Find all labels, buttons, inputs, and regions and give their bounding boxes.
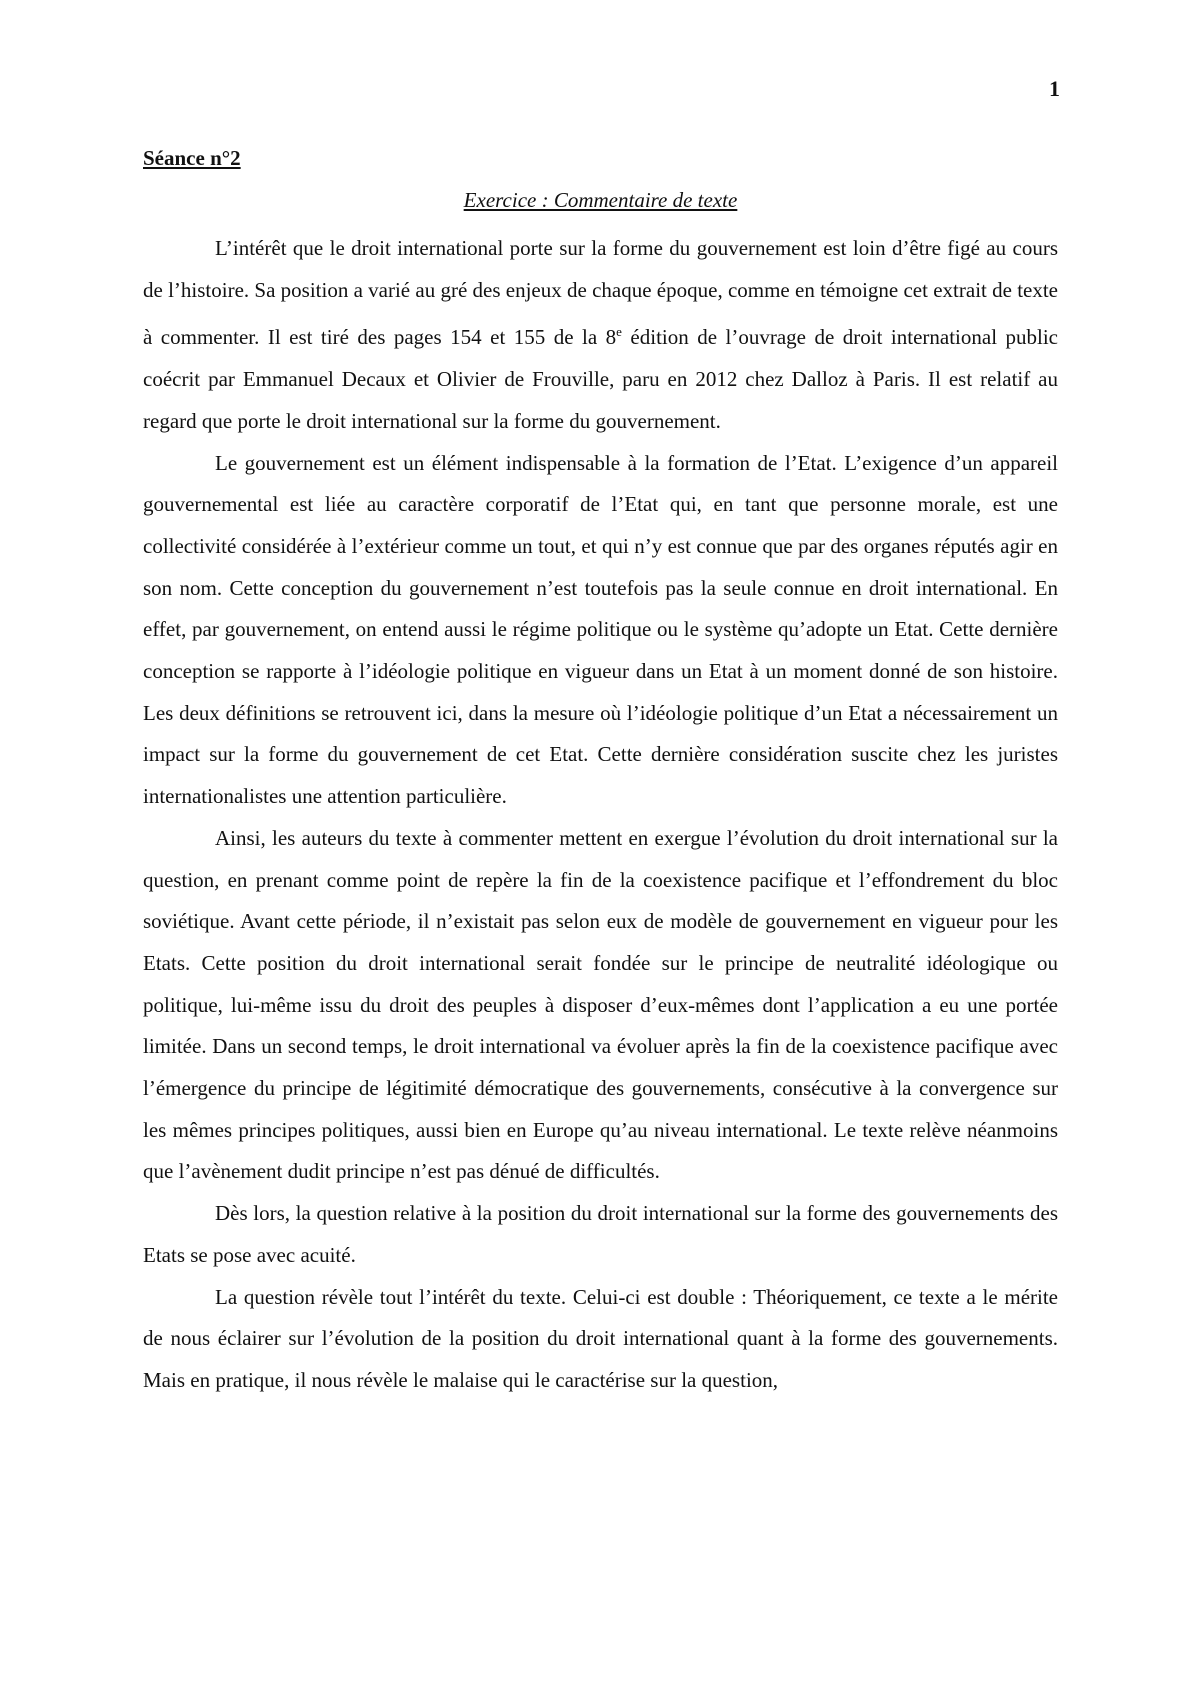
paragraph-interest: La question révèle tout l’intérêt du texte. Celui-ci est double : Théoriquement, ce texte a le mérite de nous éclairer sur l’évolution de la position du droit international quant à la forme des gouvernements. Mais en pratique, il nous révèle le malaise qui le caractérise sur la question, (143, 1284, 1058, 1392)
exercise-title: Exercice : Commentaire de texte (463, 188, 738, 212)
superscript-edition: e (616, 324, 622, 340)
paragraph-text: édition de l’ouvrage de droit international public coécrit par Emmanuel Decaux et Olivier de Frouville, paru en 2012 chez Dalloz à Paris. Il est relatif au regard que porte le droit international sur la forme du gouvernement. (143, 325, 1058, 433)
session-heading: Séance n°2 (143, 146, 241, 170)
paragraph-authors-argument: Ainsi, les auteurs du texte à commenter mettent en exergue l’évolution du droit international sur la question, en prenant comme point de repère la fin de la coexistence pacifique et l’effondrement du bloc soviétique. Avant cette période, il n’existait pas selon eux de modèle de gouvernement en vigueur pour les Etats. Cette position du droit international serait fondée sur le principe de neutralité idéologique ou politique, lui-même issu du droit des peuples à disposer d’eux-mêmes dont l’application a eu une portée limitée. Dans un second temps, le droit international va évoluer après la fin de la coexistence pacifique avec l’émergence du principe de légitimité démocratique des gouvernements, consécutive à la convergence sur les mêmes principes politiques, aussi bien en Europe qu’au niveau international. Le texte relève néanmoins que l’avènement dudit principe n’est pas dénué de difficultés. (143, 825, 1058, 1184)
paragraph-government-definition: Le gouvernement est un élément indispensable à la formation de l’Etat. L’exigence d’un appareil gouvernemental est liée au caractère corporatif de l’Etat qui, en tant que personne morale, est une collectivité considérée à l’extérieur comme un tout, et qui n’y est connue que par des organes réputés agir en son nom. Cette conception du gouvernement n’est toutefois pas la seule connue en droit international. En effet, par gouvernement, on entend aussi le régime politique ou le système qu’adopte un Etat. Cette dernière conception se rapporte à l’idéologie politique en vigueur dans un Etat à un moment donné de son histoire. Les deux définitions se retrouvent ici, dans la mesure où l’idéologie politique d’un Etat a nécessairement un impact sur la forme du gouvernement de cet Etat. Cette dernière considération suscite chez les juristes internationalistes une attention particulière. (143, 450, 1058, 809)
paragraph-problem-statement: Dès lors, la question relative à la position du droit international sur la forme des gouvernements des Etats se pose avec acuité. (143, 1201, 1058, 1267)
page-number: 1 (1049, 76, 1060, 101)
paragraph-introduction (143, 228, 1058, 443)
paragraph-text: L’intérêt que le droit international porte sur la forme du gouvernement est loin d’être figé au cours de l’histoire. Sa position a varié au gré des enjeux de chaque époque, comme en témoigne cet extrait de texte à commenter. Il est tiré des pages 154 et 155 de la 8 (143, 236, 1058, 350)
document-body (143, 228, 1058, 1402)
